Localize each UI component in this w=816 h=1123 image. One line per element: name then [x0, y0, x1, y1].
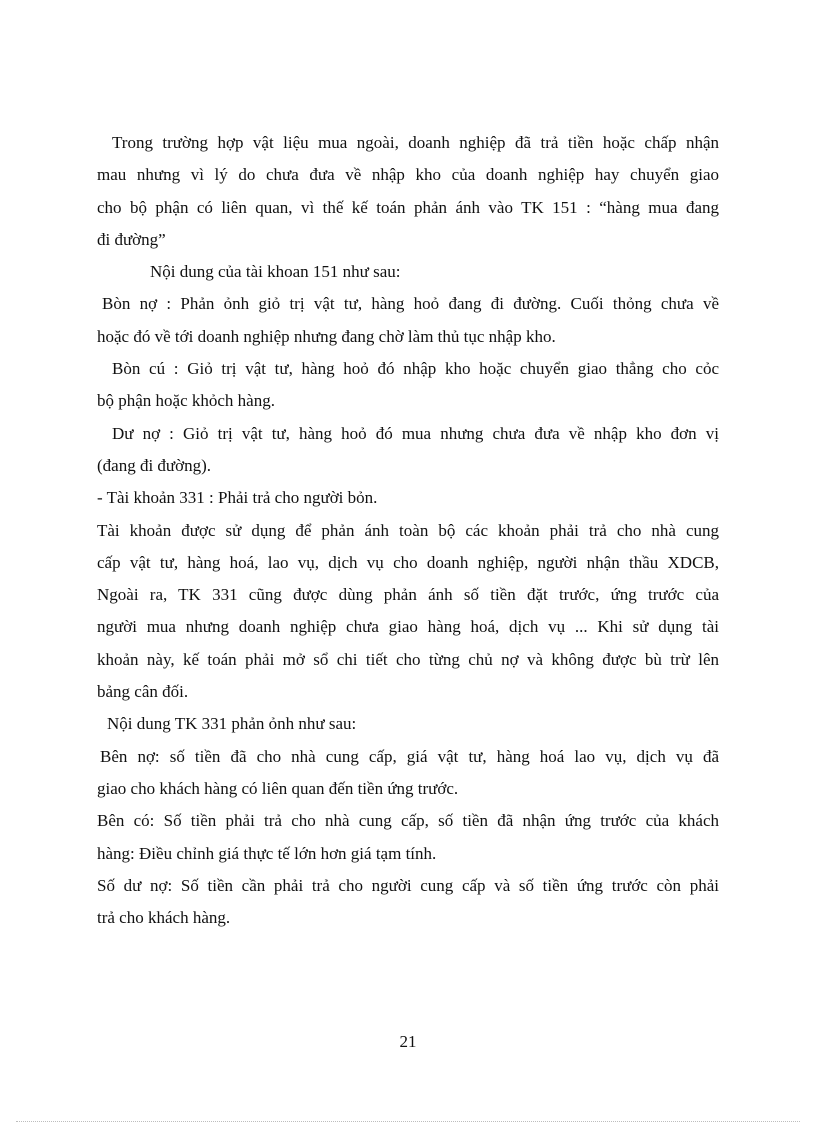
paragraph-line: Tài khoản được sử dụng để phản ánh toàn bộ các khoản phải trả cho nhà cung — [97, 520, 719, 540]
paragraph-line: - Tài khoản 331 : Phải trả cho người bỏn. — [97, 488, 378, 508]
paragraph-line: Dư nợ : Giỏ trị vật tư, hàng hoỏ đó mua nhưng chưa đưa về nhập kho đơn vị — [112, 423, 719, 443]
paragraph-line: trả cho khách hàng. — [97, 908, 231, 928]
page-number: 21 — [399, 1032, 417, 1051]
page-bottom-divider — [16, 1121, 800, 1122]
body-text — [97, 127, 719, 934]
paragraph-line: cho bộ phận có liên quan, vì thế kế toán phản ánh vào TK 151 : “hàng mua đang — [97, 197, 719, 217]
paragraph-line: Ngoài ra, TK 331 cũng được dùng phản ánh số tiền đặt trước, ứng trước của — [97, 585, 719, 605]
paragraph-line: Trong trường hợp vật liệu mua ngoài, doanh nghiệp đã trả tiền hoặc chấp nhận — [112, 133, 719, 152]
paragraph-line: Số dư nợ: Số tiền cần phải trả cho người cung cấp và số tiền ứng trước còn phải — [97, 875, 719, 895]
paragraph-line: đi đường” — [97, 229, 166, 249]
paragraph-line: Bòn cú : Giỏ trị vật tư, hàng hoỏ đó nhập kho hoặc chuyển giao thẳng cho cỏc — [112, 359, 719, 379]
paragraph-line: khoản này, kế toán phải mở sổ chi tiết cho từng chủ nợ và không được bù trừ lên — [97, 649, 719, 669]
paragraph-line: giao cho khách hàng có liên quan đến tiền ứng trước. — [97, 778, 459, 798]
paragraph-line: Nội dung của tài khoan 151 như sau: — [150, 262, 401, 282]
paragraph-line: Bên có: Số tiền phải trả cho nhà cung cấp, số tiền đã nhận ứng trước của khách — [97, 811, 719, 831]
paragraph-line: Bòn nợ : Phản ỏnh giỏ trị vật tư, hàng hoỏ đang đi đường. Cuối thỏng chưa về — [102, 294, 719, 314]
paragraph-line: bảng cân đối. — [97, 682, 189, 702]
paragraph-line: Nội dung TK 331 phản ỏnh như sau: — [107, 714, 357, 734]
paragraph-line: Bên nợ: số tiền đã cho nhà cung cấp, giá vật tư, hàng hoá lao vụ, dịch vụ đã — [100, 746, 719, 766]
paragraph-line: người mua nhưng doanh nghiệp chưa giao hàng hoá, dịch vụ ... Khi sử dụng tài — [97, 617, 719, 637]
paragraph-line: (đang đi đường). — [97, 455, 212, 475]
paragraph-line: bộ phận hoặc khỏch hàng. — [97, 391, 275, 411]
paragraph-line: hàng: Điều chỉnh giá thực tế lớn hơn giá tạm tính. — [97, 843, 437, 863]
paragraph-line: mau nhưng vì lý do chưa đưa về nhập kho của doanh nghiệp hay chuyển giao — [97, 165, 719, 185]
paragraph-line: hoặc đó về tới doanh nghiệp nhưng đang chờ làm thủ tục nhập kho. — [97, 326, 556, 346]
paragraph-line: cấp vật tư, hàng hoá, lao vụ, dịch vụ cho doanh nghiệp, người nhận thầu XDCB, — [97, 552, 719, 572]
